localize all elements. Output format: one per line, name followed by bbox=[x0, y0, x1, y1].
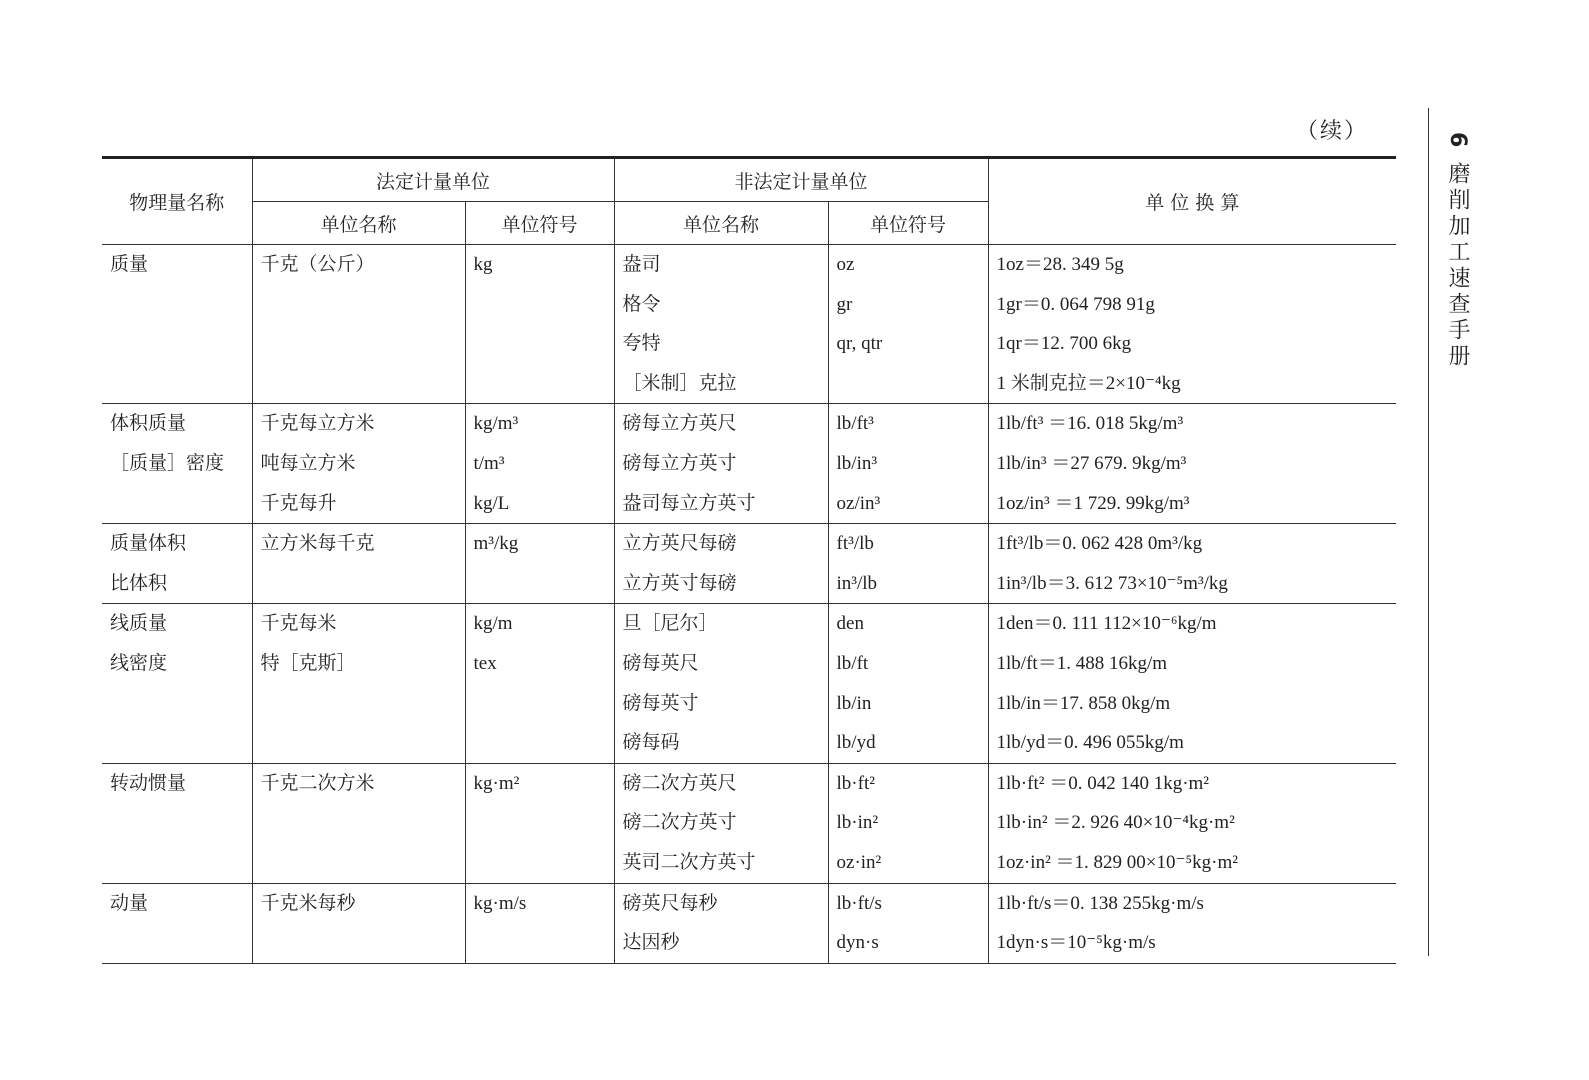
legal-unit-symbol-cell bbox=[465, 364, 614, 404]
legal-unit-symbol-cell: kg bbox=[465, 245, 614, 285]
nonlegal-unit-symbol-cell: lb·ft/s bbox=[828, 883, 988, 923]
legal-unit-symbol-cell bbox=[465, 324, 614, 364]
quantity-cell: 质量 bbox=[102, 245, 252, 285]
table-row bbox=[102, 723, 1396, 763]
conversion-cell: 1oz/in³ ＝1 729. 99kg/m³ bbox=[996, 492, 1190, 514]
header-legal-units: 法定计量单位 bbox=[252, 158, 614, 202]
table-row bbox=[102, 883, 1396, 923]
conversion-cell: 1lb·ft² ＝0. 042 140 1kg·m² bbox=[988, 763, 1396, 803]
legal-unit-symbol-cell: kg/m bbox=[465, 604, 614, 644]
nonlegal-unit-symbol-cell: ft³/lb bbox=[828, 524, 988, 564]
nonlegal-unit-symbol-cell: lb/in bbox=[828, 684, 988, 724]
legal-unit-name-cell: 千克每升 bbox=[252, 484, 465, 524]
quantity-cell bbox=[102, 324, 252, 364]
continued-label: （续） bbox=[1296, 119, 1369, 144]
legal-unit-name-cell: 千克每立方米 bbox=[252, 404, 465, 444]
header-legal-unit-name: 单位名称 bbox=[252, 202, 465, 245]
nonlegal-unit-symbol-cell: lb/ft bbox=[828, 644, 988, 684]
legal-unit-symbol-cell bbox=[465, 285, 614, 325]
quantity-cell: 质量体积 bbox=[102, 524, 252, 564]
quantity-cell: 动量 bbox=[102, 883, 252, 923]
legal-unit-name-cell: 吨每立方米 bbox=[252, 444, 465, 484]
unit-conversion-table bbox=[102, 156, 1396, 964]
nonlegal-unit-name-cell: 磅二次方英寸 bbox=[614, 803, 828, 843]
nonlegal-unit-symbol-cell: lb/ft³ bbox=[828, 404, 988, 444]
header-nonlegal-unit-symbol: 单位符号 bbox=[828, 202, 988, 245]
legal-unit-name-cell bbox=[252, 564, 465, 604]
conversion-cell: 1qr＝12. 700 6kg bbox=[996, 333, 1132, 355]
table-row bbox=[102, 324, 1396, 364]
conversion-cell: 1lb/ft³ ＝16. 018 5kg/m³ bbox=[988, 404, 1396, 444]
legal-unit-symbol-cell bbox=[465, 684, 614, 724]
nonlegal-unit-name-cell: 磅每英尺 bbox=[614, 644, 828, 684]
nonlegal-unit-symbol-cell: lb·ft² bbox=[828, 763, 988, 803]
quantity-cell bbox=[102, 803, 252, 843]
legal-unit-name-cell: 千克二次方米 bbox=[252, 763, 465, 803]
conversion-cell: 1lb/yd＝0. 496 055kg/m bbox=[996, 732, 1184, 754]
legal-unit-symbol-cell bbox=[465, 723, 614, 763]
legal-unit-symbol-cell: kg·m² bbox=[465, 763, 614, 803]
table-row bbox=[102, 684, 1396, 724]
quantity-cell: 比体积 bbox=[102, 564, 252, 604]
quantity-cell: 转动惯量 bbox=[102, 763, 252, 803]
nonlegal-unit-name-cell: 旦［尼尔］ bbox=[614, 604, 828, 644]
legal-unit-name-cell bbox=[252, 684, 465, 724]
table-row bbox=[102, 604, 1396, 644]
table-row bbox=[102, 843, 1396, 883]
conversion-cell: 1lb/in³ ＝27 679. 9kg/m³ bbox=[996, 452, 1187, 474]
nonlegal-unit-name-cell: 达因秒 bbox=[614, 923, 828, 963]
legal-unit-name-cell bbox=[252, 803, 465, 843]
nonlegal-unit-symbol-cell: oz bbox=[828, 245, 988, 285]
header-nonlegal-units: 非法定计量单位 bbox=[614, 158, 988, 202]
conversion-cell: 1in³/lb＝3. 612 73×10⁻⁵m³/kg bbox=[996, 572, 1228, 594]
table-row bbox=[102, 564, 1396, 604]
nonlegal-unit-symbol-cell: lb/yd bbox=[828, 723, 988, 763]
nonlegal-unit-symbol-cell: lb·in² bbox=[828, 803, 988, 843]
quantity-cell bbox=[102, 843, 252, 883]
conversion-cell: 1ft³/lb＝0. 062 428 0m³/kg bbox=[988, 524, 1396, 564]
nonlegal-unit-symbol-cell: dyn·s bbox=[828, 923, 988, 963]
nonlegal-unit-symbol-cell: den bbox=[828, 604, 988, 644]
conversion-cell: 1dyn·s＝10⁻⁵kg·m/s bbox=[988, 923, 1396, 963]
legal-unit-name-cell bbox=[252, 285, 465, 325]
legal-unit-symbol-cell bbox=[465, 923, 614, 963]
quantity-cell: 线质量 bbox=[102, 604, 252, 644]
legal-unit-name-cell bbox=[252, 364, 465, 404]
table-row bbox=[102, 404, 1396, 444]
legal-unit-symbol-cell: t/m³ bbox=[465, 444, 614, 484]
conversion-cell: 1lb·ft/s＝0. 138 255kg·m/s bbox=[988, 883, 1396, 923]
legal-unit-name-cell: 千克（公斤） bbox=[252, 245, 465, 285]
table-row bbox=[102, 524, 1396, 564]
table-row bbox=[102, 444, 1396, 484]
nonlegal-unit-symbol-cell: oz·in² bbox=[828, 843, 988, 883]
nonlegal-unit-name-cell: 磅二次方英尺 bbox=[614, 763, 828, 803]
legal-unit-name-cell bbox=[252, 843, 465, 883]
legal-unit-name-cell bbox=[252, 923, 465, 963]
nonlegal-unit-name-cell: 磅英尺每秒 bbox=[614, 883, 828, 923]
nonlegal-unit-name-cell: 夸特 bbox=[614, 324, 828, 364]
legal-unit-name-cell: 千克米每秒 bbox=[252, 883, 465, 923]
nonlegal-unit-symbol-cell: qr, qtr bbox=[828, 324, 988, 364]
nonlegal-unit-name-cell: 盎司 bbox=[614, 245, 828, 285]
legal-unit-name-cell bbox=[252, 324, 465, 364]
side-running-title bbox=[1440, 132, 1474, 370]
table-row bbox=[102, 644, 1396, 684]
legal-unit-symbol-cell bbox=[465, 843, 614, 883]
legal-unit-symbol-cell bbox=[465, 564, 614, 604]
nonlegal-unit-symbol-cell: gr bbox=[828, 285, 988, 325]
quantity-cell bbox=[102, 285, 252, 325]
nonlegal-unit-name-cell: 磅每码 bbox=[614, 723, 828, 763]
table-row bbox=[102, 923, 1396, 963]
legal-unit-name-cell bbox=[252, 723, 465, 763]
nonlegal-unit-name-cell: 磅每英寸 bbox=[614, 684, 828, 724]
legal-unit-symbol-cell: kg/m³ bbox=[465, 404, 614, 444]
nonlegal-unit-symbol-cell bbox=[828, 364, 988, 404]
quantity-cell bbox=[102, 364, 252, 404]
nonlegal-unit-name-cell: 格令 bbox=[614, 285, 828, 325]
header-quantity-name: 物理量名称 bbox=[102, 158, 252, 245]
header-conversion: 单 位 换 算 bbox=[988, 158, 1396, 245]
conversion-cell: 1lb·in² ＝2. 926 40×10⁻⁴kg·m² bbox=[996, 812, 1235, 834]
quantity-cell: ［质量］密度 bbox=[102, 444, 252, 484]
table-row bbox=[102, 763, 1396, 803]
nonlegal-unit-name-cell: 磅每立方英寸 bbox=[614, 444, 828, 484]
conversion-cell: 1lb/ft＝1. 488 16kg/m bbox=[996, 652, 1168, 674]
quantity-cell: 体积质量 bbox=[102, 404, 252, 444]
conversion-cell: 1lb/in＝17. 858 0kg/m bbox=[996, 692, 1171, 714]
legal-unit-symbol-cell: kg·m/s bbox=[465, 883, 614, 923]
legal-unit-name-cell: 立方米每千克 bbox=[252, 524, 465, 564]
legal-unit-symbol-cell: m³/kg bbox=[465, 524, 614, 564]
nonlegal-unit-name-cell: ［米制］克拉 bbox=[614, 364, 828, 404]
legal-unit-symbol-cell bbox=[465, 803, 614, 843]
conversion-cell: 1gr＝0. 064 798 91g bbox=[996, 293, 1155, 315]
nonlegal-unit-symbol-cell: oz/in³ bbox=[828, 484, 988, 524]
side-divider bbox=[1428, 108, 1429, 956]
table-row bbox=[102, 364, 1396, 404]
nonlegal-unit-name-cell: 英司二次方英寸 bbox=[614, 843, 828, 883]
nonlegal-unit-name-cell: 立方英尺每磅 bbox=[614, 524, 828, 564]
conversion-cell: 1den＝0. 111 112×10⁻⁶kg/m bbox=[988, 604, 1396, 644]
nonlegal-unit-name-cell: 盎司每立方英寸 bbox=[614, 484, 828, 524]
quantity-cell bbox=[102, 723, 252, 763]
conversion-cell: 1oz＝28. 349 5g bbox=[988, 245, 1396, 285]
quantity-cell bbox=[102, 684, 252, 724]
header-legal-unit-symbol: 单位符号 bbox=[465, 202, 614, 245]
nonlegal-unit-name-cell: 立方英寸每磅 bbox=[614, 564, 828, 604]
table-row bbox=[102, 484, 1396, 524]
legal-unit-name-cell: 特［克斯］ bbox=[252, 644, 465, 684]
nonlegal-unit-name-cell: 磅每立方英尺 bbox=[614, 404, 828, 444]
table-row bbox=[102, 245, 1396, 285]
quantity-cell bbox=[102, 484, 252, 524]
table-row bbox=[102, 285, 1396, 325]
quantity-cell bbox=[102, 923, 252, 963]
book-title: 磨削加工速查手册 bbox=[1445, 162, 1470, 371]
header-nonlegal-unit-name: 单位名称 bbox=[614, 202, 828, 245]
quantity-cell: 线密度 bbox=[102, 644, 252, 684]
legal-unit-symbol-cell: tex bbox=[465, 644, 614, 684]
nonlegal-unit-symbol-cell: lb/in³ bbox=[828, 444, 988, 484]
legal-unit-name-cell: 千克每米 bbox=[252, 604, 465, 644]
conversion-cell: 1 米制克拉＝2×10⁻⁴kg bbox=[996, 372, 1181, 394]
chapter-number: 6 bbox=[1445, 132, 1470, 152]
legal-unit-symbol-cell: kg/L bbox=[465, 484, 614, 524]
nonlegal-unit-symbol-cell: in³/lb bbox=[828, 564, 988, 604]
conversion-cell: 1oz·in² ＝1. 829 00×10⁻⁵kg·m² bbox=[996, 851, 1238, 873]
table-row bbox=[102, 803, 1396, 843]
